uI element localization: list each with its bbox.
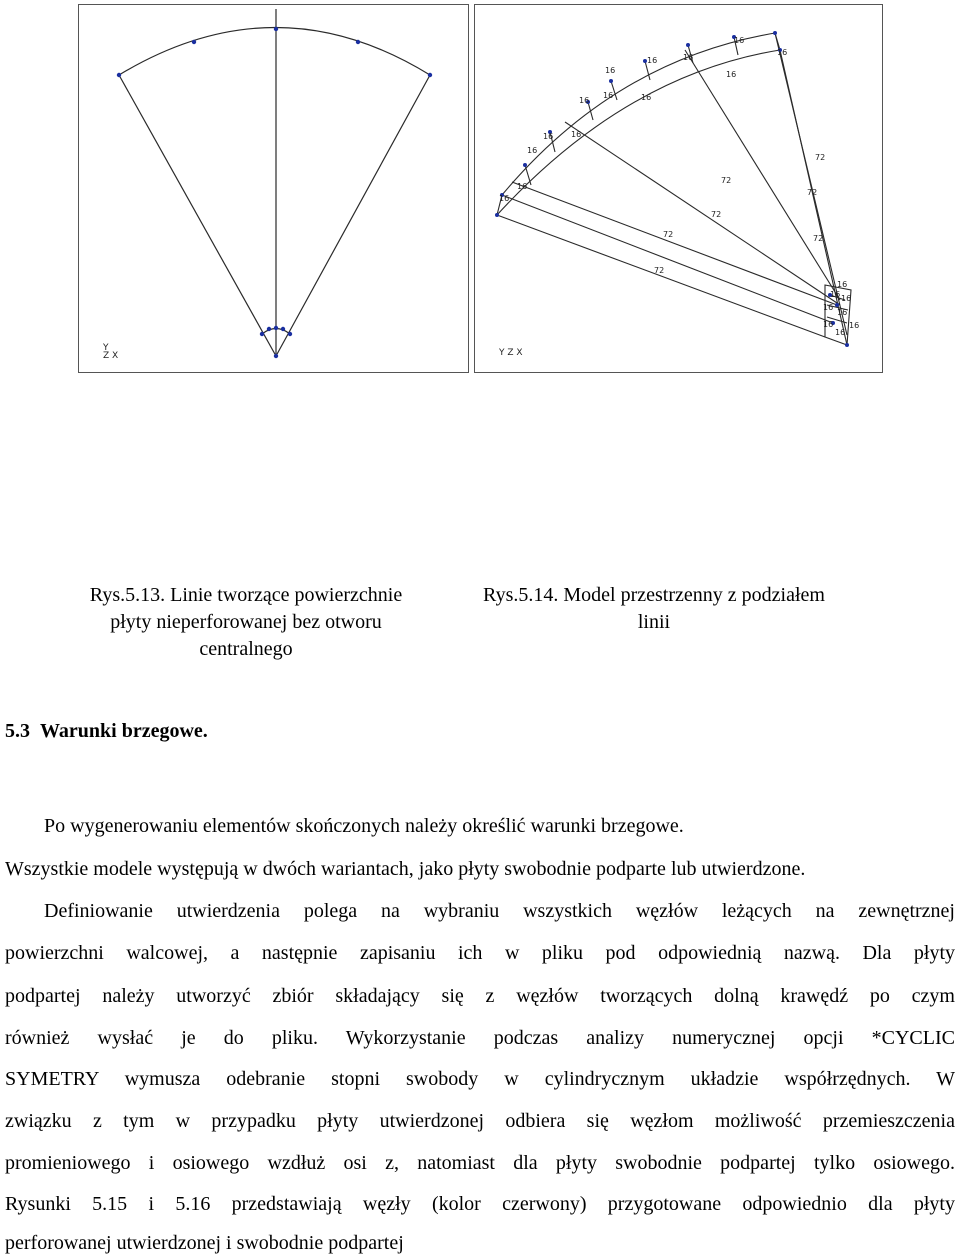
radial-label: 72 bbox=[711, 210, 722, 219]
center-label: 16 bbox=[823, 303, 834, 312]
radial-label: 72 bbox=[813, 234, 824, 243]
paragraph-line: perforowanej utwierdzonej i swobodnie podpartej bbox=[5, 1232, 404, 1254]
arc-label: 16 bbox=[499, 194, 510, 203]
arc-label: 16 bbox=[683, 53, 694, 62]
paragraph-line: związku z tym w przypadku płyty utwierdzonej odbiera się węzłom możliwość przemieszczenia bbox=[5, 1110, 955, 1132]
paragraph-line: podpartej należy utworzyć zbiór składający się z węzłów tworzących dolną krawędź po czym bbox=[5, 985, 955, 1007]
axis-label-yzx: Y Z X bbox=[499, 348, 523, 358]
caption-line: płyty nieperforowanej bez otworu bbox=[110, 611, 382, 633]
figure-sector-lines bbox=[78, 4, 469, 373]
paragraph-line: SYMETRY wymusza odebranie stopni swobody w cylindrycznym układzie współrzędnych. W bbox=[5, 1068, 955, 1090]
arc-label: 16 bbox=[777, 48, 788, 57]
center-label: 16 bbox=[835, 328, 846, 337]
paragraph-line: Wszystkie modele występują w dwóch wariantach, jako płyty swobodnie podparte lub utwierdzone. bbox=[5, 858, 806, 880]
paragraph-line: Definiowanie utwierdzenia polega na wybraniu wszystkich węzłów leżących na zewnętrznej bbox=[44, 900, 955, 922]
arc-label: 16 bbox=[734, 36, 745, 45]
axis-label-zx: Z X bbox=[103, 351, 119, 361]
left-edge-line bbox=[119, 75, 276, 356]
radial-label: 72 bbox=[663, 230, 674, 239]
axis-label-y: Y bbox=[103, 343, 109, 353]
node-points bbox=[495, 31, 852, 347]
caption-line: Rys.5.14. Model przestrzenny z podziałem bbox=[483, 584, 825, 606]
paragraph-line: również wysłać je do pliku. Wykorzystanie podczas analizy numerycznej opcji *CYCLIC bbox=[5, 1027, 955, 1049]
paragraph-line: Po wygenerowaniu elementów skończonych należy określić warunki brzegowe. bbox=[44, 815, 684, 837]
caption-line: centralnego bbox=[199, 638, 293, 660]
section-heading bbox=[5, 720, 218, 743]
caption-fig-5-14 bbox=[440, 582, 868, 636]
section-title: Warunki brzegowe. bbox=[40, 720, 208, 742]
arc-label: 16 bbox=[517, 182, 528, 191]
arc-label: 16 bbox=[571, 130, 582, 139]
center-label: 16 bbox=[830, 290, 841, 299]
arc-label: 16 bbox=[647, 56, 658, 65]
radial-label: 72 bbox=[815, 153, 826, 162]
arc-label: 16 bbox=[579, 96, 590, 105]
paragraph-line: powierzchni walcowej, a następnie zapisaniu ich w pliku pod odpowiednią nazwą. Dla płyty bbox=[5, 942, 955, 964]
radial-label: 72 bbox=[807, 188, 818, 197]
caption-fig-5-13 bbox=[40, 582, 452, 663]
outer-arc-back bbox=[497, 50, 780, 215]
sector-lines-drawing bbox=[79, 5, 468, 372]
radial-label: 72 bbox=[654, 266, 665, 275]
arc-label: 16 bbox=[543, 132, 554, 141]
paragraph-line: Rysunki 5.15 i 5.16 przedstawiają węzły (kolor czerwony) przygotowane odpowiednio dla płyty bbox=[5, 1193, 955, 1215]
center-label: 16 bbox=[823, 320, 834, 329]
section-number: 5.3 bbox=[5, 720, 30, 742]
center-label: 16 bbox=[837, 308, 848, 317]
figure-3d-model bbox=[474, 4, 883, 373]
arc-label: 16 bbox=[527, 146, 538, 155]
arc-label: 16 bbox=[603, 91, 614, 100]
paragraph-line: promieniowego i osiowego wzdłuż osi z, natomiast dla płyty swobodnie podpartej tylko osiowego. bbox=[5, 1152, 955, 1174]
3d-model-drawing bbox=[475, 5, 882, 372]
node-points bbox=[117, 27, 432, 358]
right-edge-line bbox=[276, 75, 430, 356]
center-label: 16 bbox=[849, 321, 860, 330]
caption-line: linii bbox=[637, 611, 671, 633]
caption-line: Rys.5.13. Linie tworzące powierzchnie bbox=[89, 584, 403, 606]
center-label: 16 bbox=[837, 280, 848, 289]
division-labels bbox=[499, 36, 859, 337]
arc-label: 16 bbox=[605, 66, 616, 75]
center-label: 16 bbox=[841, 294, 852, 303]
arc-label: 16 bbox=[641, 93, 652, 102]
arc-label: 16 bbox=[726, 70, 737, 79]
outer-arc bbox=[119, 28, 430, 76]
radial-label: 72 bbox=[721, 176, 732, 185]
